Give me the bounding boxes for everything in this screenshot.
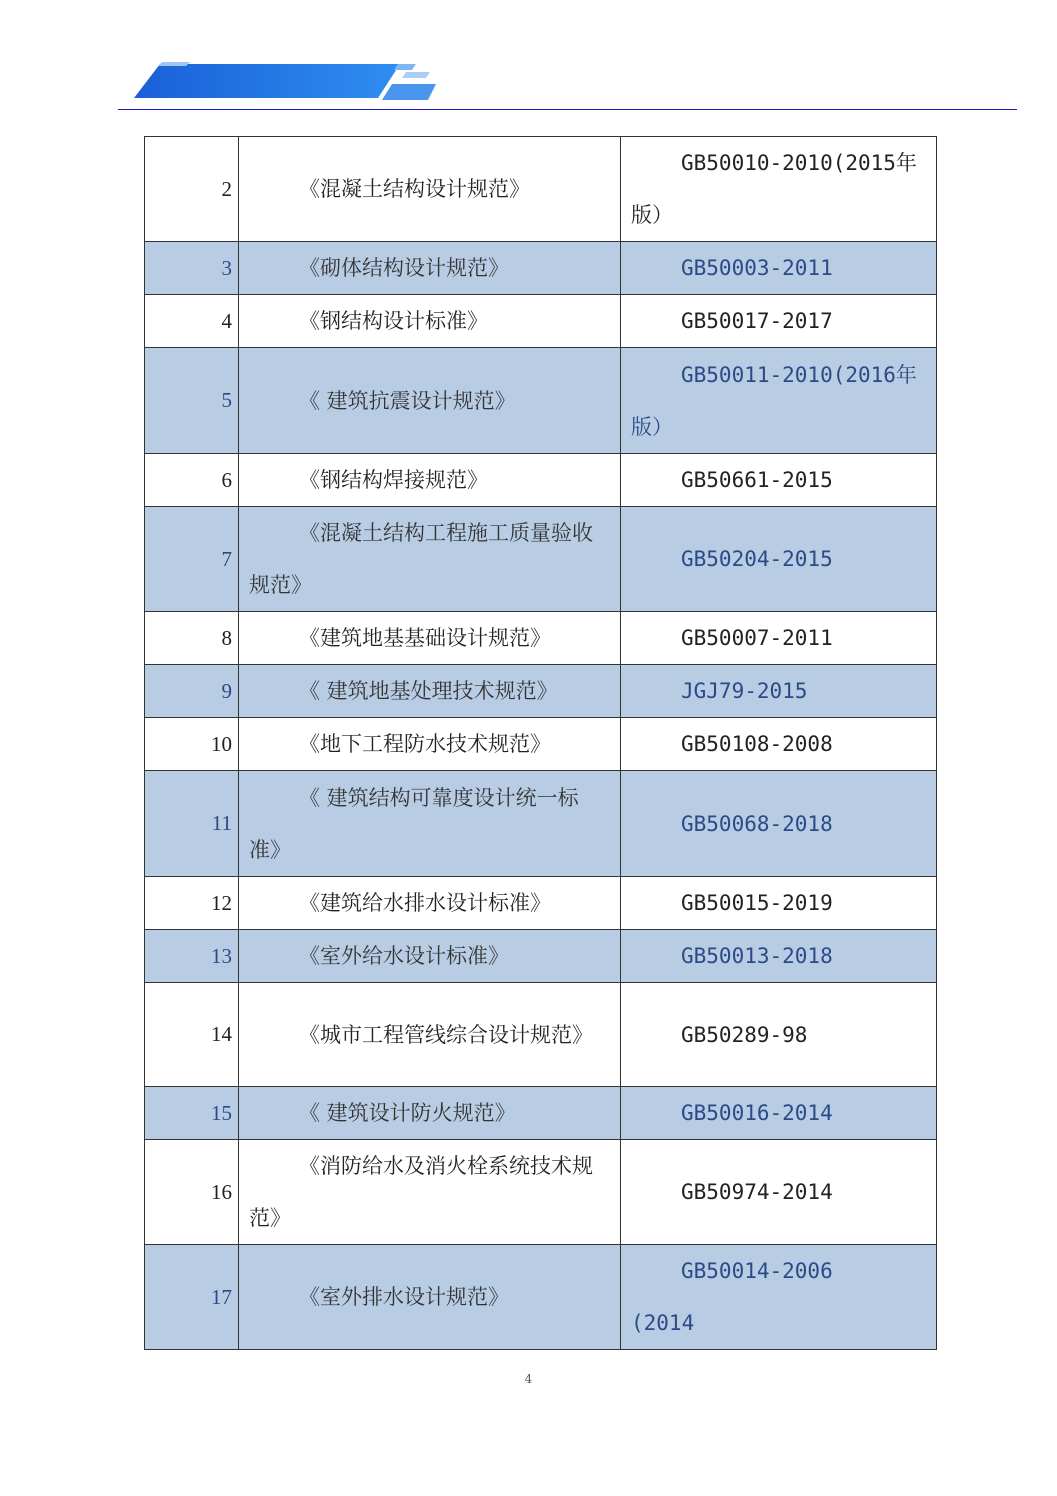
row-number: 7 — [145, 507, 239, 612]
row-number: 12 — [145, 877, 239, 930]
standard-name — [239, 454, 621, 507]
standard-name — [239, 665, 621, 718]
table-row — [145, 1140, 937, 1245]
table-row — [145, 242, 937, 295]
standard-code — [621, 242, 937, 295]
standard-code — [621, 665, 937, 718]
table-row — [145, 507, 937, 612]
standard-name-text: 《建筑地基基础设计规范》 — [299, 626, 551, 650]
standard-name — [239, 242, 621, 295]
row-number: 5 — [145, 348, 239, 454]
row-number: 13 — [145, 930, 239, 983]
row-number: 10 — [145, 718, 239, 771]
standard-code — [621, 348, 937, 454]
table-row — [145, 1087, 937, 1140]
standard-name-text: 《消防给水及消火栓系统技术规范》 — [249, 1154, 593, 1230]
standard-code — [621, 507, 937, 612]
table-row — [145, 1245, 937, 1350]
row-number: 4 — [145, 295, 239, 348]
standard-name-text: 《混凝土结构设计规范》 — [299, 177, 530, 201]
row-number: 11 — [145, 771, 239, 877]
standard-code-text: GB50013-2018 — [681, 944, 833, 968]
page-number: 4 — [524, 1372, 533, 1386]
standard-code — [621, 295, 937, 348]
standard-code-text: GB50010-2010(2015年版） — [631, 151, 917, 227]
table-row — [145, 718, 937, 771]
row-number: 8 — [145, 612, 239, 665]
standard-code — [621, 771, 937, 877]
standard-name-text: 《建筑给水排水设计标准》 — [299, 891, 551, 915]
standard-name — [239, 1245, 621, 1350]
standard-name — [239, 295, 621, 348]
standard-name — [239, 612, 621, 665]
standard-name-text: 《室外给水设计标准》 — [299, 944, 509, 968]
row-number: 2 — [145, 137, 239, 242]
row-number: 17 — [145, 1245, 239, 1350]
standard-code-text: GB50661-2015 — [681, 468, 833, 492]
standard-code-text: GB50011-2010(2016年版） — [631, 362, 917, 439]
standard-code — [621, 137, 937, 242]
standard-code-text: GB50015-2019 — [681, 891, 833, 915]
standard-name — [239, 718, 621, 771]
row-number: 3 — [145, 242, 239, 295]
standard-code-text: GB50108-2008 — [681, 732, 833, 756]
standard-code — [621, 1245, 937, 1350]
standard-name-text: 《混凝土结构工程施工质量验收规范》 — [249, 521, 593, 597]
row-number: 9 — [145, 665, 239, 718]
standard-code — [621, 612, 937, 665]
row-number: 16 — [145, 1140, 239, 1245]
standard-code-text: GB50289-98 — [681, 1022, 808, 1047]
standard-name-text: 《钢结构焊接规范》 — [299, 468, 488, 492]
standard-name-text: 《 建筑地基处理技术规范》 — [299, 679, 558, 703]
standard-name — [239, 877, 621, 930]
standard-name — [239, 1087, 621, 1140]
row-number: 14 — [145, 983, 239, 1087]
standard-name — [239, 137, 621, 242]
standard-code-text: GB50007-2011 — [681, 626, 833, 650]
standard-name-text: 《砌体结构设计规范》 — [299, 256, 509, 280]
company-logo — [130, 58, 440, 104]
standard-code-text: GB50016-2014 — [681, 1101, 833, 1125]
table-row — [145, 454, 937, 507]
standard-code — [621, 930, 937, 983]
table-row — [145, 877, 937, 930]
row-number: 6 — [145, 454, 239, 507]
standard-code-text: JGJ79-2015 — [681, 679, 808, 703]
table-row — [145, 665, 937, 718]
table-row — [145, 983, 937, 1087]
standard-name — [239, 507, 621, 612]
standard-name-text: 《 建筑结构可靠度设计统一标准》 — [249, 785, 579, 862]
standard-name — [239, 771, 621, 877]
standard-code — [621, 1087, 937, 1140]
standard-name — [239, 930, 621, 983]
standard-code-text: GB50014-2006 (2014 — [631, 1259, 884, 1335]
standard-code — [621, 877, 937, 930]
header-rule — [118, 109, 1017, 110]
standard-code — [621, 1140, 937, 1245]
row-number: 15 — [145, 1087, 239, 1140]
table-row — [145, 612, 937, 665]
standard-code-text: GB50974-2014 — [681, 1180, 833, 1204]
standard-code — [621, 454, 937, 507]
standard-code-text: GB50017-2017 — [681, 309, 833, 333]
standard-code-text: GB50068-2018 — [681, 811, 833, 836]
standard-name — [239, 1140, 621, 1245]
standard-name — [239, 348, 621, 454]
standard-name-text: 《城市工程管线综合设计规范》 — [299, 1022, 593, 1047]
table-row — [145, 137, 937, 242]
table-row — [145, 930, 937, 983]
standard-name — [239, 983, 621, 1087]
standard-code — [621, 983, 937, 1087]
standards-table — [144, 136, 937, 1350]
table-row — [145, 295, 937, 348]
standard-name-text: 《 建筑设计防火规范》 — [299, 1101, 516, 1125]
standard-name-text: 《地下工程防水技术规范》 — [299, 732, 551, 756]
standard-code-text: GB50003-2011 — [681, 256, 833, 280]
standard-name-text: 《 建筑抗震设计规范》 — [299, 388, 516, 413]
standard-code-text: GB50204-2015 — [681, 547, 833, 571]
standard-code — [621, 718, 937, 771]
table-row — [145, 771, 937, 877]
standard-name-text: 《钢结构设计标准》 — [299, 309, 488, 333]
standard-name-text: 《室外排水设计规范》 — [299, 1285, 509, 1309]
table-row — [145, 348, 937, 454]
